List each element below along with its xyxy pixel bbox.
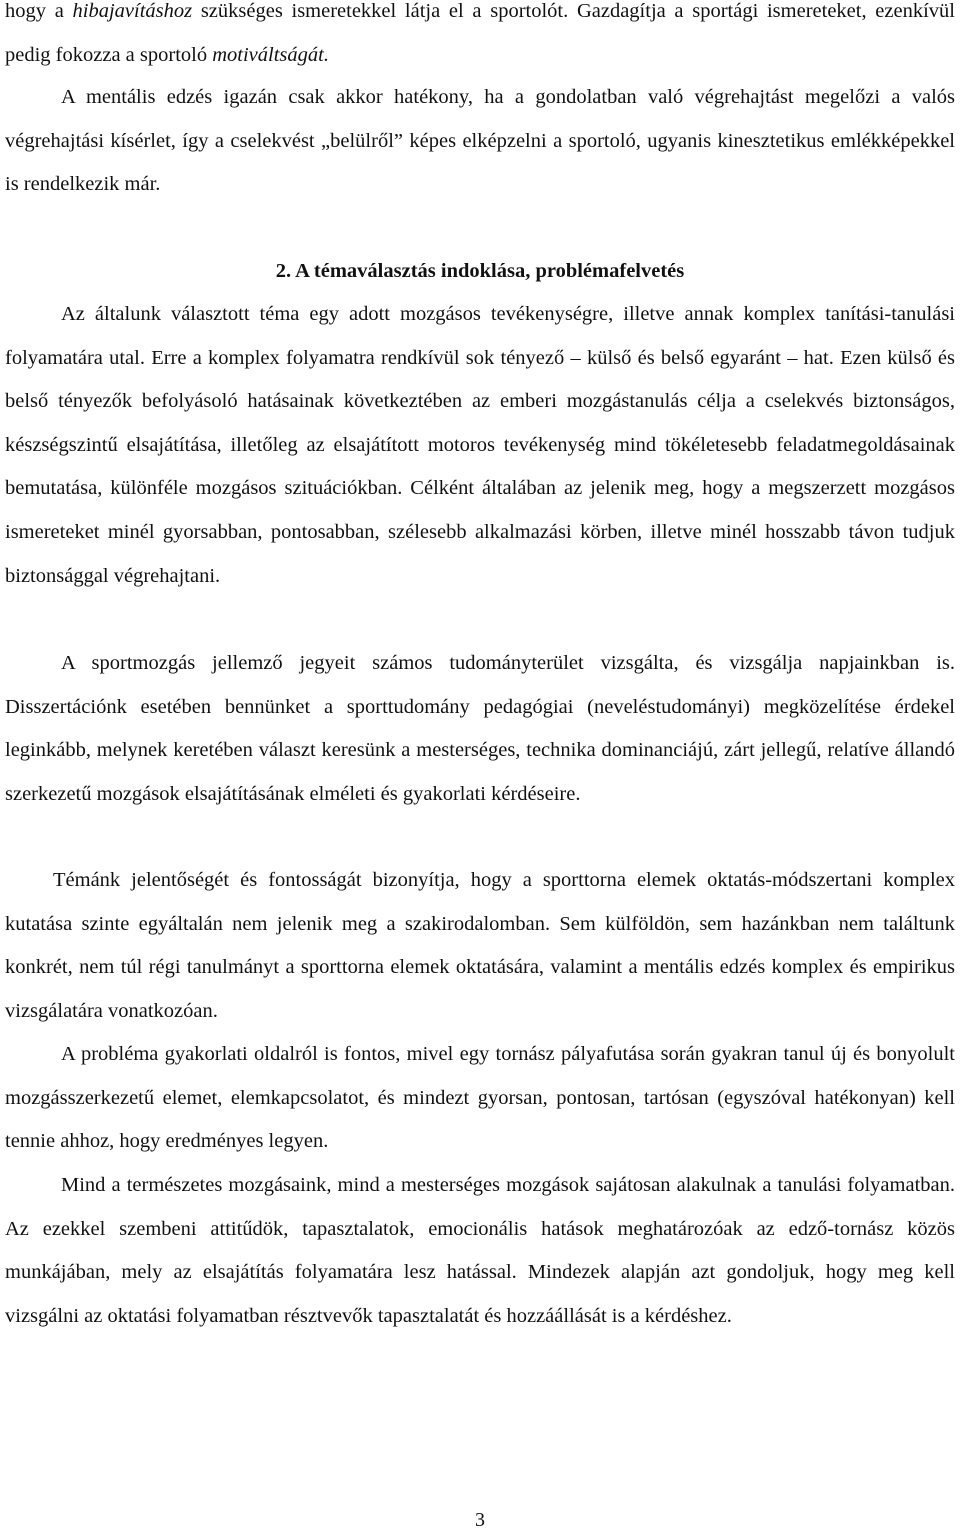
text-run: hogy a — [5, 0, 73, 22]
paragraph-text: Témánk jelentőségét és fontosságát bizonyítja, hogy a sporttorna elemek oktatás-módszertani komplex kutatása szinte egyáltalán nem jelenik meg a szakirodalomban. Sem külföldön, sem hazánkban nem találtunk konkrét, nem túl régi tanulmányt a sporttorna elemek oktatására, valamint a mentális edzés komplex és empirikus vizsgálatára vonatkozóan. — [5, 869, 955, 1022]
italic-term-motivaltsagat: motiváltságát. — [212, 43, 329, 66]
paragraph-sport-movement-research — [5, 642, 955, 816]
page-number: 3 — [475, 1509, 485, 1531]
paragraph-practical-problem — [5, 1033, 955, 1164]
italic-term-hibajavitashoz: hibajavításhoz — [72, 0, 193, 22]
paragraph-mental-training-benefits — [5, 0, 955, 77]
paragraph-text: Az általunk választott téma egy adott mozgásos tevékenységre, illetve annak komplex tanítási-tanulási folyamatára utal. Erre a komplex folyamatra rendkívül sok tényező – külső és belső egyaránt – hat. Ezen külső és belső tényezők befolyásoló hatásainak következtében az emberi mozgástanulás célja a cselekvés biztonságos, készségszintű elsajátítása, illetőleg az elsajátított motoros tevékenység mind tökéletesebb feladatmegoldásainak bemutatása, különféle mozgásos szituációkban. Célként általában az jelenik meg, hogy a megszerzett mozgásos ismereteket minél gyorsabban, pontosabban, szélesebb alkalmazási körben, illetve minél hosszabb távon tudjuk biztonsággal végrehajtani. — [5, 303, 955, 587]
section-heading: 2. A témaválasztás indoklása, problémafelvetés — [275, 260, 685, 282]
text-run: szükséges ismeretekkel látja el a sportolót. Gazdagítja a sportági ismereteket, ezenkívül pedig fokozza a sportoló — [5, 0, 955, 66]
paragraph-topic-rationale — [5, 293, 955, 598]
paragraph-topic-significance — [5, 859, 955, 1033]
paragraph-text: Mind a természetes mozgásaink, mind a mesterséges mozgások sajátosan alakulnak a tanulási folyamatban. Az ezekkel szembeni attitűdök, tapasztalatok, emocionális hatások meghatározóak az edző-tornász közös munkájában, mely az elsajátítás folyamatára lesz hatással. Mindezek alapján azt gondoljuk, hogy meg kell vizsgálni az oktatási folyamatban résztvevők tapasztalatát és hozzáállását is a kérdéshez. — [5, 1174, 955, 1327]
paragraph-text: A sportmozgás jellemző jegyeit számos tudományterület vizsgálta, és vizsgálja napjainkban is. Disszertációnk esetében bennünket a sporttudomány pedagógiai (neveléstudományi) megközelítése érdekel leginkább, melynek keretében választ keresünk a mesterséges, technika dominanciájú, zárt jellegű, relatíve állandó szerkezetű mozgások elsajátításának elméleti és gyakorlati kérdéseire. — [5, 652, 955, 805]
paragraph-mental-training-effectiveness — [5, 76, 955, 207]
paragraph-learning-process — [5, 1164, 955, 1338]
paragraph-text: A probléma gyakorlati oldalról is fontos, mivel egy tornász pályafutása során gyakran tanul új és bonyolult mozgásszerkezetű elemet, elemkapcsolatot, és mindezt gyorsan, pontosan, tartósan (egyszóval hatékonyan) kell tennie ahhoz, hogy eredményes legyen. — [5, 1043, 955, 1153]
paragraph-text: A mentális edzés igazán csak akkor hatékony, ha a gondolatban való végrehajtást megelőzi a valós végrehajtási kísérlet, így a cselekvést „belülről” képes elképzelni a sportoló, ugyanis kinesztetikus emlékképekkel is rendelkezik már. — [5, 86, 955, 196]
